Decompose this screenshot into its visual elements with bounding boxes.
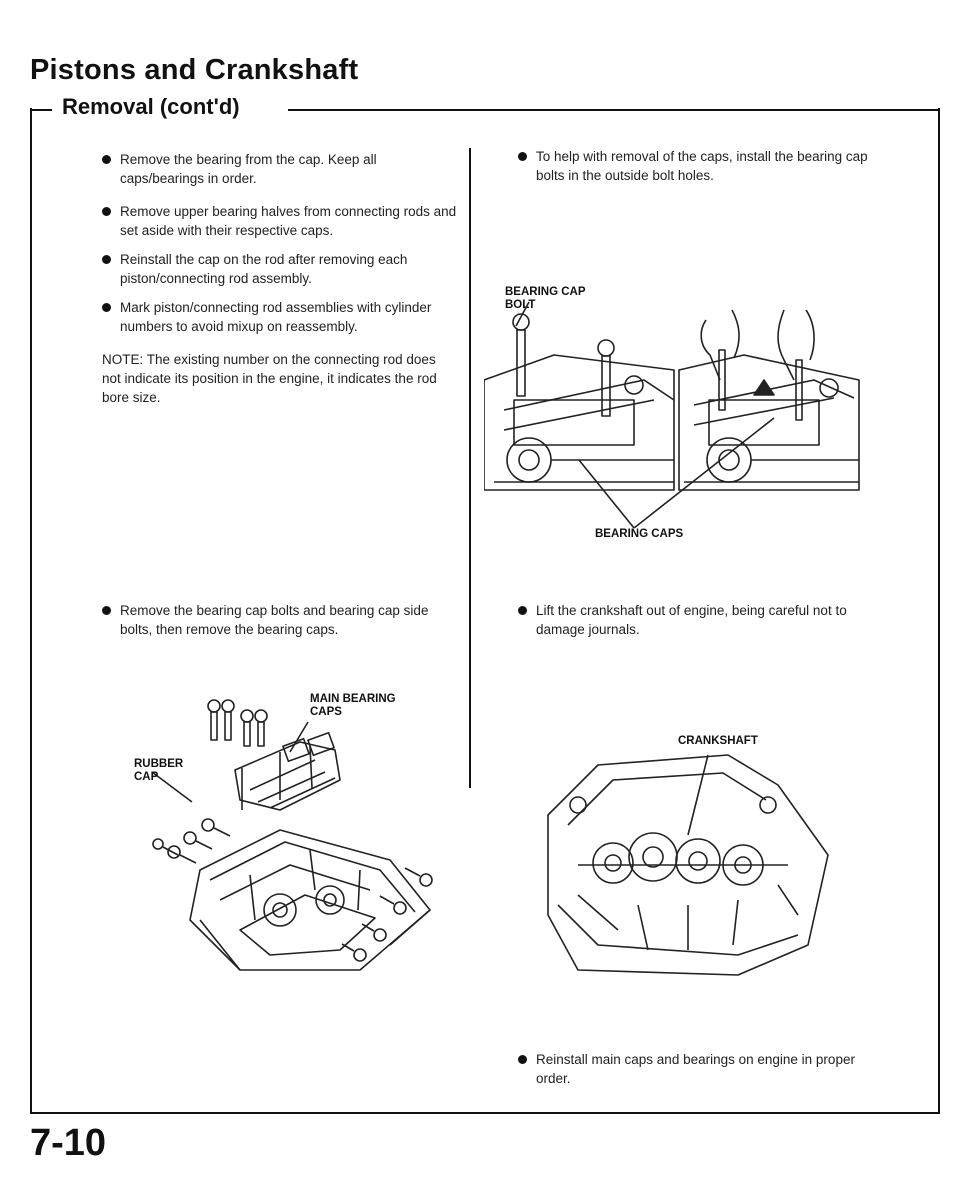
bullet-icon [102,207,111,216]
bullet-icon [102,155,111,164]
figure-callout: BEARING CAPS [595,528,684,540]
bearing-cap-bolt-icon [208,700,267,746]
list-item-text: Remove the bearing from the cap. Keep all caps/bearings in order. [120,152,377,186]
list-item [102,250,458,288]
list-item [102,601,458,639]
figure-callout: CRANKSHAFT [678,735,758,747]
side-bolt-icon [153,819,432,961]
note-text: NOTE: The existing number on the connecting rod does not indicate its position in the engine, it indicates the rod bore size. [102,352,437,405]
list-item-text: Remove the bearing cap bolts and bearing cap side bolts, then remove the bearing caps. [120,603,429,637]
hand-icon [701,310,814,380]
list-item-text: Lift the crankshaft out of engine, being careful not to damage journals. [536,603,847,637]
page-title: Pistons and Crankshaft [30,54,359,86]
list-item-text: Mark piston/connecting rod assemblies with cylinder numbers to avoid mixup on reassembly. [120,300,432,334]
callout-line: RUBBER [134,758,184,770]
bullet-icon [518,606,527,615]
bullet-icon [518,1055,527,1064]
column-divider [469,148,471,788]
bearing-cap-bolt-illustration [484,300,864,540]
bullet-icon [518,152,527,161]
figure-callout [134,758,183,784]
list-item [102,202,458,240]
callout-line: BOLT [505,299,536,311]
callout-line: CAPS [310,706,342,718]
bullet-icon [102,255,111,264]
crankshaft-illustration [538,745,838,985]
list-item [518,601,876,639]
list-item [518,1050,876,1088]
bullet-icon [102,303,111,312]
section-subtitle: Removal (cont'd) [62,94,240,119]
crankshaft-icon [578,833,788,885]
list-item [102,298,458,336]
list-item-text: Remove upper bearing halves from connecting rods and set aside with their respective caps. [120,204,457,238]
bullet-icon [102,606,111,615]
figure-callout [310,693,396,719]
list-item-text: To help with removal of the caps, install the bearing cap bolts in the outside bolt holes. [536,149,868,183]
list-item [518,147,876,185]
callout-line: BEARING CAP [505,286,586,298]
callout-line: CAP [134,771,159,783]
list-item [102,150,458,188]
page-number: 7-10 [30,1122,107,1164]
list-item-text: Reinstall main caps and bearings on engine in proper order. [536,1052,855,1086]
list-item-text: Reinstall the cap on the rod after removing each piston/connecting rod assembly. [120,252,408,286]
main-bearing-caps-illustration [130,680,450,980]
callout-line: MAIN BEARING [310,693,396,705]
